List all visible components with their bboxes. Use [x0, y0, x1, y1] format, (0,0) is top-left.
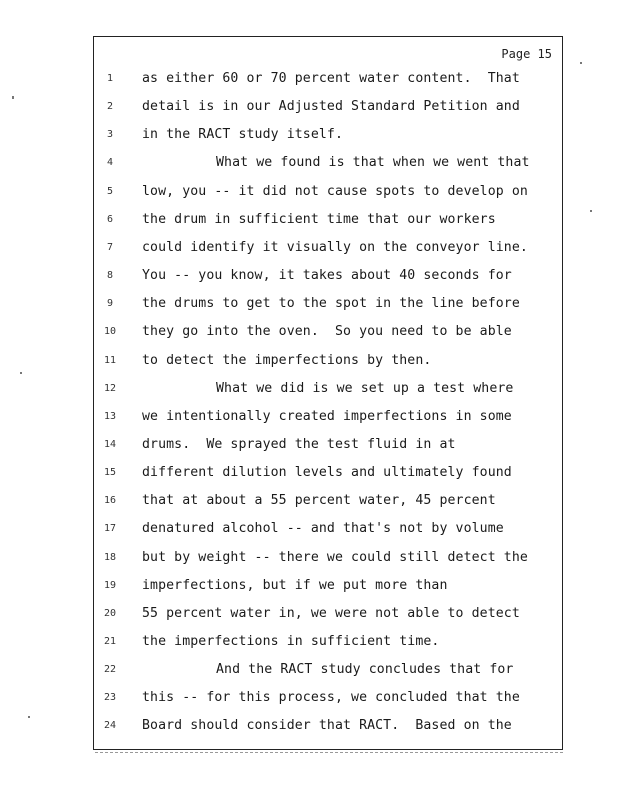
line-number: 1: [106, 73, 114, 84]
scan-speck: [580, 62, 582, 64]
transcript-line: in the RACT study itself.: [142, 127, 343, 143]
line-number: 23: [103, 692, 117, 704]
transcript-line: 55 percent water in, we were not able to detect: [142, 605, 520, 621]
transcript-line: detail is in our Adjusted Standard Petition and: [142, 99, 520, 115]
line-number: 24: [103, 720, 117, 732]
line-number: 20: [103, 607, 117, 619]
transcript-line: they go into the oven. So you need to be able: [142, 324, 512, 340]
transcript-line: denatured alcohol -- and that's not by volume: [142, 521, 504, 537]
transcript-line: low, you -- it did not cause spots to develop on: [142, 183, 528, 199]
line-number: 3: [106, 129, 114, 141]
line-number: 13: [103, 410, 117, 422]
line-number: 12: [103, 382, 117, 394]
transcript-line: we intentionally created imperfections in some: [142, 408, 512, 424]
transcript-line: What we did is we set up a test where: [216, 380, 514, 396]
line-number: 15: [103, 467, 117, 479]
transcript-line: to detect the imperfections by then.: [142, 352, 432, 368]
transcript-line: You -- you know, it takes about 40 seconds for: [142, 268, 512, 284]
page-bottom-rule: [95, 752, 563, 753]
line-number: 9: [106, 298, 114, 310]
line-number: 11: [103, 354, 117, 366]
transcript-line: And the RACT study concludes that for: [216, 662, 514, 678]
transcript-line: the drums to get to the spot in the line before: [142, 296, 520, 312]
page-number-label: Page 15: [501, 47, 552, 61]
line-number: 22: [103, 664, 117, 676]
transcript-line: drums. We sprayed the test fluid in at: [142, 436, 456, 452]
line-number: 17: [103, 523, 117, 535]
line-number: 19: [103, 579, 117, 591]
transcript-line: the drum in sufficient time that our workers: [142, 211, 496, 227]
transcript-line: imperfections, but if we put more than: [142, 577, 448, 593]
transcript-line: What we found is that when we went that: [216, 155, 530, 171]
transcript-line: Board should consider that RACT. Based on the: [142, 718, 512, 734]
line-number: 16: [103, 495, 117, 507]
transcript-line: that at about a 55 percent water, 45 percent: [142, 493, 496, 509]
scan-speck: [12, 96, 14, 99]
line-number: 4: [106, 157, 114, 169]
transcript-line: different dilution levels and ultimately found: [142, 465, 512, 481]
line-number: 14: [103, 438, 117, 450]
line-number: 10: [103, 326, 117, 338]
line-number: 18: [103, 551, 117, 563]
line-number: 5: [106, 185, 114, 197]
scan-speck: [20, 372, 22, 374]
transcript-line: but by weight -- there we could still detect the: [142, 549, 528, 565]
transcript-line: the imperfections in sufficient time.: [142, 634, 440, 649]
transcript-line: could identify it visually on the conveyor line.: [142, 239, 528, 255]
line-number: 7: [106, 241, 114, 253]
scan-speck: [590, 210, 592, 212]
line-number: 2: [106, 101, 114, 113]
line-number: 6: [106, 213, 114, 225]
transcript-line: this -- for this process, we concluded that the: [142, 690, 520, 706]
transcript-page: [93, 36, 563, 750]
scan-speck: [28, 716, 30, 718]
line-number: 8: [106, 270, 114, 282]
line-number: 21: [103, 636, 117, 647]
transcript-line: as either 60 or 70 percent water content. That: [142, 71, 520, 86]
